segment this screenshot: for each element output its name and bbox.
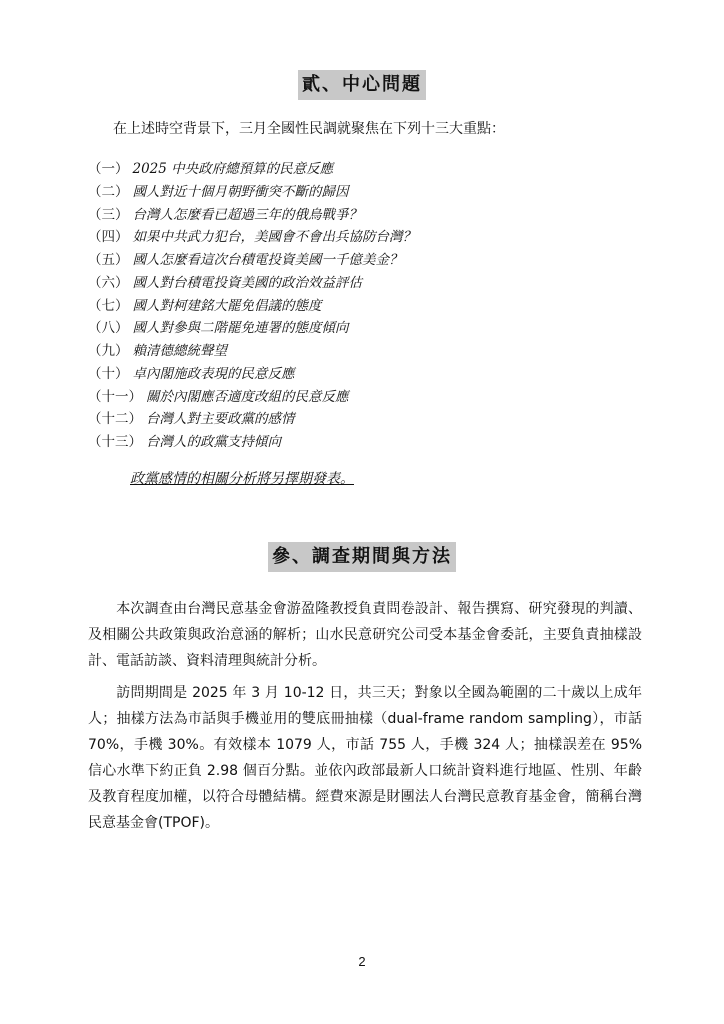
issue-list (88, 158, 416, 454)
list-item (88, 340, 416, 363)
section-heading-central-issues (0, 70, 724, 100)
list-item (88, 226, 416, 249)
list-item-number: （十二） (88, 411, 142, 428)
list-item (88, 431, 416, 454)
list-item (88, 408, 416, 431)
list-item-text: 台灣人的政黨支持傾向 (146, 434, 281, 450)
list-item (88, 249, 416, 272)
section-heading-methodology (0, 542, 724, 572)
list-item-number: （七） (88, 297, 129, 314)
list-item-text: 2025 中央政府總預算的民意反應 (132, 161, 334, 177)
list-item (88, 317, 416, 340)
list-item (88, 272, 416, 295)
methodology-paragraph-2 (88, 680, 642, 836)
list-item-text: 賴清德總統聲望 (132, 343, 227, 359)
methodology-paragraph-1 (88, 596, 642, 674)
list-item-number: （十三） (88, 434, 142, 450)
list-item-number: （一） (88, 161, 129, 177)
methodology-paragraph-1-text: 本次調查由台灣民意基金會游盈隆教授負責問卷設計、報告撰寫、研究發現的判讀、及相關公共政策與政治意涵的解析；山水民意研究公司受本基金會委託，主要負責抽樣設計、電話訪談、資料清理與統計分析。 (88, 601, 642, 669)
list-item (88, 181, 416, 204)
list-item-text: 台灣人對主要政黨的感情 (146, 411, 295, 428)
page-number: 2 (358, 954, 366, 969)
list-item-text: 國人對柯建銘大罷免倡議的態度 (132, 297, 322, 314)
list-item-text: 國人對近十個月朝野衝突不斷的歸因 (132, 183, 349, 200)
list-item-number: （六） (88, 274, 129, 291)
list-item-number: （八） (88, 320, 129, 337)
section-heading-text: 參、調查期間與方法 (268, 542, 456, 572)
list-item-number: （五） (88, 252, 129, 268)
list-item (88, 158, 416, 181)
list-item-number: （九） (88, 343, 129, 359)
list-item-text: 關於內閣應否適度改組的民意反應 (146, 388, 349, 405)
list-item-text: 卓內閣施政表現的民意反應 (132, 365, 295, 382)
list-item-text: 台灣人怎麼看已超過三年的俄烏戰爭？ (132, 206, 362, 223)
list-item-text: 國人怎麼看這次台積電投資美國一千億美金？ (132, 252, 403, 268)
intro-paragraph: 在上述時空背景下，三月全國性民調就聚焦在下列十三大重點： (113, 121, 505, 137)
note-text: 政黨感情的相關分析將另擇期發表。 (130, 471, 354, 487)
list-item (88, 295, 416, 318)
list-item-text: 國人對參與二階罷免連署的態度傾向 (132, 320, 349, 337)
list-item-number: （四） (88, 229, 129, 246)
section-heading-text: 貳、中心問題 (298, 70, 426, 100)
list-item (88, 204, 416, 227)
list-item-number: （二） (88, 183, 129, 200)
list-item-number: （三） (88, 206, 129, 223)
list-item-number: （十） (88, 365, 129, 382)
list-item-number: （十一） (88, 388, 142, 405)
list-item (88, 386, 416, 409)
methodology-paragraph-2-text: 訪問期間是 2025 年 3 月 10-12 日，共三天；對象以全國為範圍的二十歲以上成年人；抽樣方法為市話與手機並用的雙底冊抽樣（dual-frame random sampling），市話 70%，手機 30%。有效樣本 1079 人，市話 755 人，手機 324 人；抽樣誤差在 95%信心水準下約正負 2.98 個百分點。並依內政部最新人口統計資料進行地區、性別、年齡及教育程度加權，以符合母體結構。經費來源是財團法人台灣民意教育基金會，簡稱台灣民意基金會(TPOF)。 (88, 685, 642, 831)
list-item-text: 如果中共武力犯台，美國會不會出兵協防台灣？ (132, 229, 416, 246)
list-item (88, 363, 416, 386)
list-item-text: 國人對台積電投資美國的政治效益評估 (132, 274, 362, 291)
